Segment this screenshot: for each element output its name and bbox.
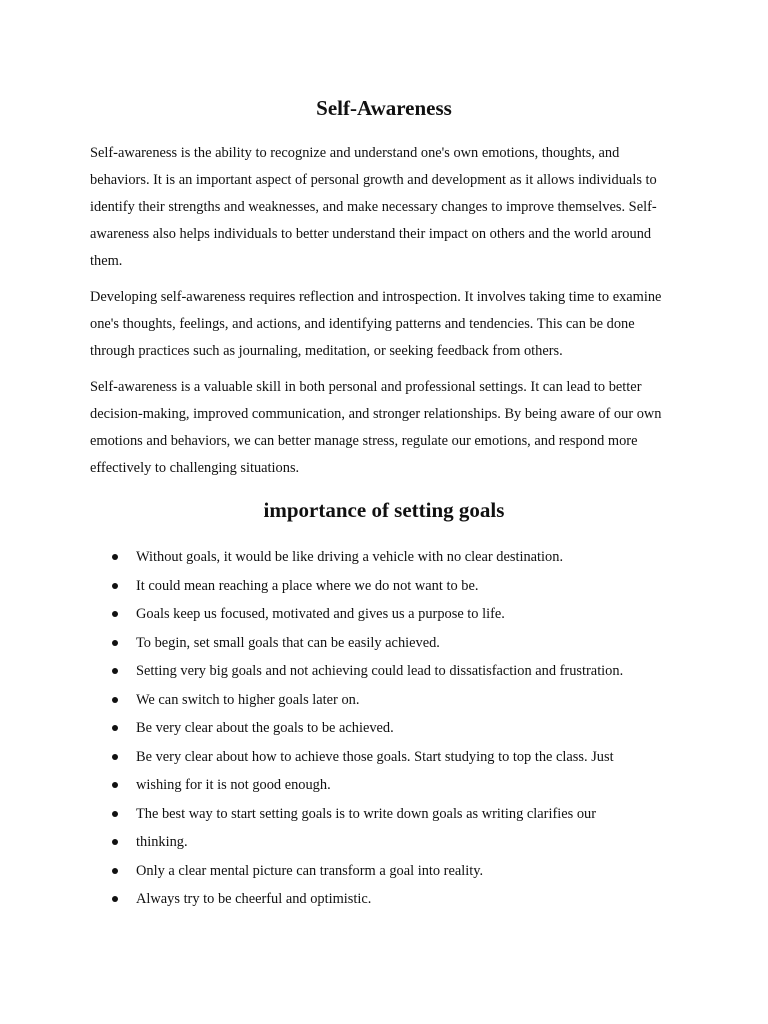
list-item (108, 657, 708, 686)
paragraph-developing: Developing self-awareness requires reflection and introspection. It involves taking time to examine one's thoughts, feelings, and actions, and identifying patterns and tendencies. This can be done through practices such as journaling, meditation, or seeking feedback from others. (90, 289, 662, 359)
list-item-text: It could mean reaching a place where we do not want to be. (136, 577, 479, 594)
list-item (108, 828, 708, 857)
list-item (108, 743, 708, 772)
list-item-text: To begin, set small goals that can be easily achieved. (136, 634, 440, 651)
bullet-icon (112, 640, 118, 646)
bullet-icon (112, 725, 118, 731)
list-item-text: Only a clear mental picture can transform a goal into reality. (136, 862, 484, 879)
list-item-text: The best way to start setting goals is to write down goals as writing clarifies our (136, 805, 597, 822)
list-item-text: wishing for it is not good enough. (136, 777, 331, 793)
list-item-text: Goals keep us focused, motivated and gives us a purpose to life. (136, 606, 505, 622)
bullet-icon (112, 811, 118, 817)
list-item (108, 714, 708, 743)
list-item (108, 543, 708, 572)
bullet-icon (112, 697, 118, 703)
list-item (108, 771, 708, 800)
list-item (108, 800, 708, 829)
list-item (108, 572, 708, 601)
list-item-text: Setting very big goals and not achieving could lead to dissatisfaction and frustration. (136, 663, 624, 679)
bullet-icon (112, 896, 118, 902)
list-item (108, 600, 708, 629)
list-item-text: Be very clear about the goals to be achieved. (136, 720, 394, 736)
paragraph-definition: Self-awareness is the ability to recognize and understand one's own emotions, thoughts, and behaviors. It is an important aspect of personal growth and development as it allows individuals to identify their strengths and weaknesses, and make necessary changes to improve themselves. Self-awareness also helps individuals to better understand their impact on others and the world around them. (90, 145, 657, 269)
list-item-text: We can switch to higher goals later on. (136, 691, 360, 708)
bullet-icon (112, 754, 118, 760)
page-title: Self-Awareness (316, 96, 452, 120)
bullet-icon (112, 782, 118, 788)
bullet-icon (112, 839, 118, 845)
list-item-text: Be very clear about how to achieve those goals. Start studying to top the class. Just (136, 748, 614, 765)
bullet-icon (112, 868, 118, 874)
list-item (108, 686, 708, 715)
section-heading-goals: importance of setting goals (263, 498, 505, 522)
list-item-text: Always try to be cheerful and optimistic. (136, 891, 372, 907)
list-item (108, 885, 708, 914)
list-item (108, 857, 708, 886)
goals-bullet-list (108, 543, 708, 914)
list-item (108, 629, 708, 658)
list-item-text: Without goals, it would be like driving a vehicle with no clear destination. (136, 549, 564, 565)
bullet-icon (112, 583, 118, 589)
list-item-text: thinking. (136, 834, 188, 850)
bullet-icon (112, 611, 118, 617)
bullet-icon (112, 668, 118, 674)
paragraph-value: Self-awareness is a valuable skill in both personal and professional settings. It can lead to better decision-making, improved communication, and stronger relationships. By being aware of our own emotions and behaviors, we can better manage stress, regulate our emotions, and respond more effectively to challenging situations. (90, 379, 662, 476)
bullet-icon (112, 554, 118, 560)
